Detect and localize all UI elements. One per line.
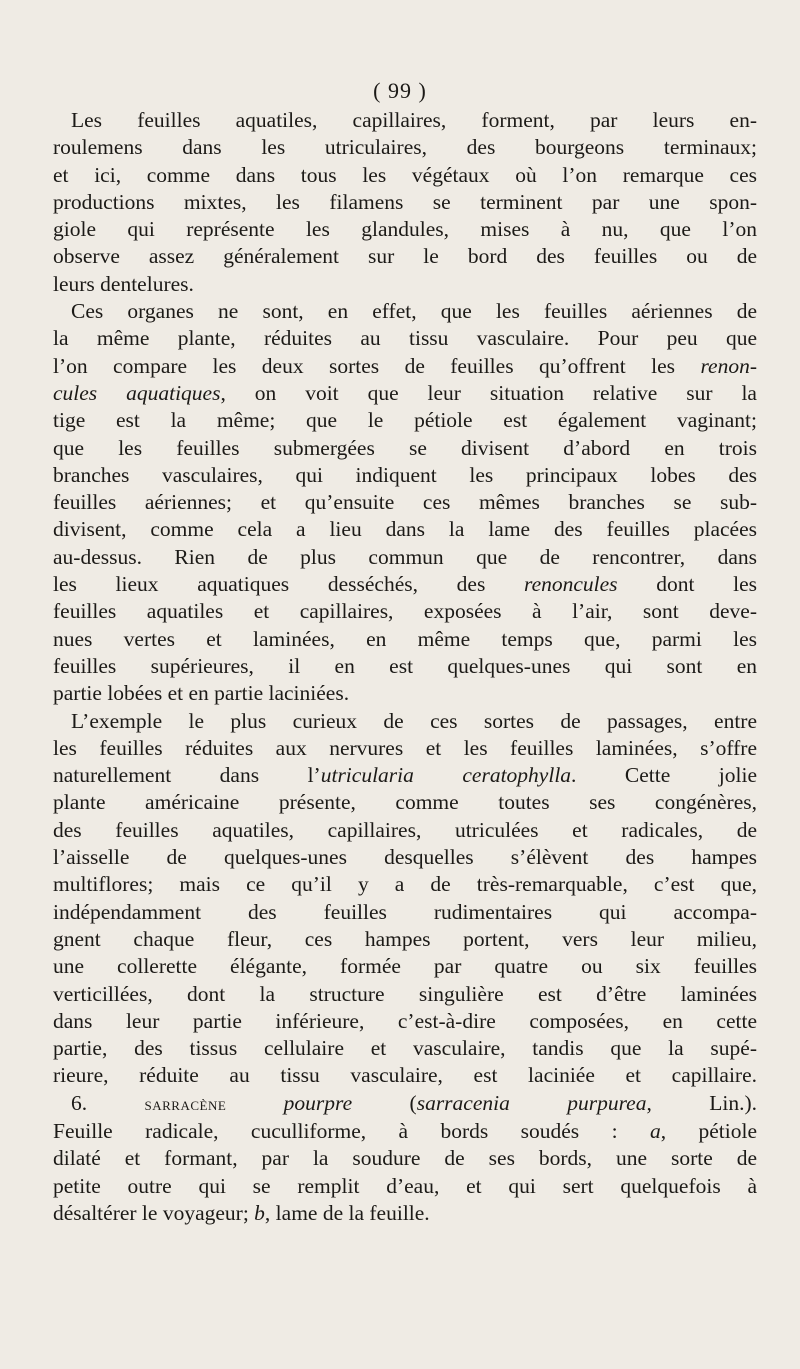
page-number: ( 99 ) [373, 78, 427, 103]
text-line [53, 844, 757, 871]
text-run: naturellement dans l’ [53, 763, 321, 788]
text-line [53, 871, 757, 898]
text-line [53, 926, 757, 953]
text-line [53, 462, 757, 489]
text-run: au-dessus. Rien de plus commun que de rencontrer, dans [53, 544, 757, 569]
text-line [53, 762, 757, 789]
text-run: les lieux aquatiques desséchés, des [53, 572, 524, 597]
text-run: , Lin.). [646, 1090, 757, 1115]
text-run: Feuille radicale, cuculliforme, à bords soudés : [53, 1118, 650, 1143]
text-line [53, 981, 757, 1008]
text-line [53, 680, 757, 707]
text-line [53, 1145, 757, 1172]
text-line [53, 817, 757, 844]
italic-text: a [649, 1118, 661, 1143]
text-run: verticillées, dont la structure singulière est d’être laminées [53, 981, 757, 1006]
text-run: et ici, comme dans tous les végétaux où l’on remarque ces [53, 162, 757, 187]
text-line [53, 653, 757, 680]
body-text [53, 107, 757, 1227]
text-line [53, 598, 757, 625]
text-line [53, 789, 757, 816]
text-run: une collerette élégante, formée par quatre ou six feuilles [53, 954, 757, 979]
text-line [53, 489, 757, 516]
text-run: la même plante, réduites au tissu vasculaire. Pour peu que [53, 326, 757, 351]
italic-text: renoncules [524, 572, 618, 597]
italic-text: sarracenia purpurea [416, 1090, 647, 1115]
text-run: L’exemple le plus curieux de ces sortes de passages, entre [71, 708, 757, 733]
italic-text: renon- [700, 353, 757, 378]
text-line [53, 626, 757, 653]
text-run: , on voit que leur situation relative sur la [220, 380, 757, 405]
text-line [53, 353, 757, 380]
text-run: l’aisselle de quelques-unes desquelles s’élèvent des hampes [53, 845, 757, 870]
text-line [53, 899, 757, 926]
text-run: giole qui représente les glandules, mises à nu, que l’on [53, 217, 757, 242]
text-run: dans leur partie inférieure, c’est-à-dire composées, en cette [53, 1008, 757, 1033]
text-run: gnent chaque fleur, ces hampes portent, vers leur milieu, [53, 926, 757, 951]
text-run: feuilles aériennes; et qu’ensuite ces mêmes branches se sub- [53, 490, 757, 515]
text-run: partie lobées et en partie laciniées. [53, 681, 350, 706]
italic-text: utricularia ceratophylla [320, 763, 572, 788]
text-line [53, 107, 757, 134]
text-run: . Cette jolie [571, 763, 757, 788]
text-run: ( [352, 1090, 417, 1115]
text-line [53, 298, 757, 325]
text-run: tige est la même; que le pétiole est également vaginant; [53, 408, 757, 433]
text-run: indépendamment des feuilles rudimentaires qui accompa- [53, 899, 757, 924]
text-run: les feuilles réduites aux nervures et les feuilles laminées, s’offre [53, 735, 757, 760]
text-line [53, 162, 757, 189]
text-line [53, 134, 757, 161]
text-line [53, 571, 757, 598]
text-run: observe assez généralement sur le bord des feuilles ou de [53, 244, 757, 269]
small-caps-text: sarracène [144, 1093, 227, 1115]
text-line [53, 1008, 757, 1035]
text-run: l’on compare les deux sortes de feuilles qu’offrent les [53, 353, 701, 378]
text-run: nues vertes et laminées, en même temps que, parmi les [53, 626, 757, 651]
text-run: que les feuilles submergées se divisent d’abord en trois [53, 435, 757, 460]
text-line [53, 1062, 757, 1089]
text-line [53, 544, 757, 571]
text-line [53, 243, 757, 270]
text-run [226, 1091, 283, 1115]
text-run: leurs dentelures. [53, 271, 194, 296]
text-line [53, 380, 757, 407]
text-run: , lame de la feuille. [264, 1200, 430, 1225]
text-run: des feuilles aquatiles, capillaires, utriculées et radicales, de [53, 817, 757, 842]
text-line [53, 271, 757, 298]
text-run: partie, des tissus cellulaire et vasculaire, tandis que la supé- [53, 1036, 757, 1061]
text-run: Ces organes ne sont, en effet, que les feuilles aériennes de [71, 299, 757, 324]
italic-text: b [254, 1200, 265, 1225]
text-run: , pétiole [660, 1118, 757, 1143]
text-line [53, 435, 757, 462]
text-run: feuilles supérieures, il en est quelques-unes qui sont en [53, 653, 757, 678]
italic-text: cules aquatiques [53, 380, 221, 405]
text-line [53, 1090, 757, 1118]
text-run: dilaté et formant, par la soudure de ses bords, une sorte de [53, 1146, 757, 1171]
text-run: dont les [617, 572, 758, 597]
text-line [53, 1200, 757, 1227]
text-line [53, 516, 757, 543]
text-run: productions mixtes, les filamens se terminent par une spon- [53, 189, 757, 214]
text-run: Les feuilles aquatiles, capillaires, forment, par leurs en- [71, 108, 757, 132]
text-run: plante américaine présente, comme toutes ses congénères, [53, 790, 757, 815]
text-line [53, 708, 757, 735]
text-line [53, 189, 757, 216]
text-run: 6. [71, 1090, 145, 1115]
text-run: désaltérer le voyageur; [53, 1200, 255, 1225]
text-line [53, 216, 757, 243]
text-line [53, 1118, 757, 1145]
text-run: rieure, réduite au tissu vasculaire, est laciniée et capillaire. [53, 1063, 757, 1088]
text-run: roulemens dans les utriculaires, des bourgeons terminaux; [53, 135, 757, 160]
text-line [53, 325, 757, 352]
text-run: petite outre qui se remplit d’eau, et qui sert quelquefois à [53, 1173, 757, 1198]
text-run: feuilles aquatiles et capillaires, exposées à l’air, sont deve- [53, 599, 757, 624]
text-run: branches vasculaires, qui indiquent les principaux lobes des [53, 462, 757, 487]
text-run: multiflores; mais ce qu’il y a de très-remarquable, c’est que, [53, 872, 757, 897]
text-line [53, 1173, 757, 1200]
text-line [53, 735, 757, 762]
text-line [53, 1035, 757, 1062]
text-line [53, 407, 757, 434]
text-line [53, 953, 757, 980]
text-run: divisent, comme cela a lieu dans la lame des feuilles placées [53, 517, 757, 542]
italic-text: pourpre [283, 1090, 353, 1115]
